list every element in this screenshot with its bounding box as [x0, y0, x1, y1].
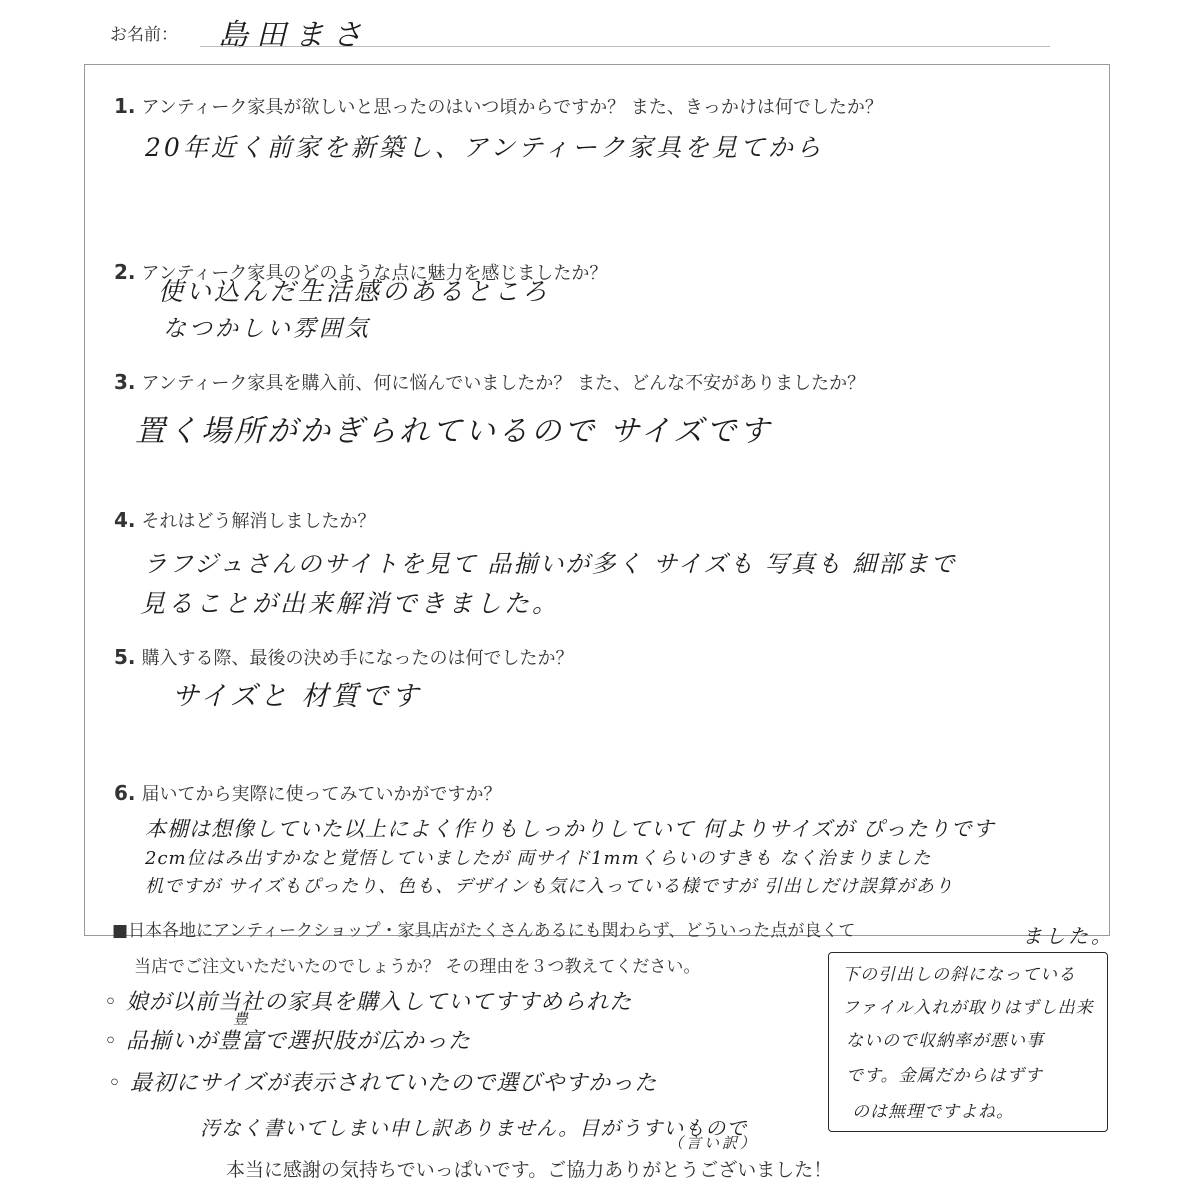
correction-above: 豊 — [233, 1010, 252, 1028]
reason-2: ◦ 品揃いが豊富で選択肢が広かった — [104, 1029, 471, 1054]
side-note-line-4: です。金属だからはずす — [846, 1066, 1043, 1086]
answer-3-line-1: 置く場所がかぎられているので サイズです — [135, 414, 773, 449]
answer-1-line-1: 20年近く前家を新築し、アンティーク家具を見てから — [145, 133, 824, 162]
question-1: 1. アンティーク家具が欲しいと思ったのはいつ頃からですか？ また、きっかけは何でしたか？ — [114, 94, 883, 118]
question-2: 2. アンティーク家具のどのような点に魅力を感じましたか？ — [114, 260, 608, 284]
footer-thanks: 本当に感謝の気持ちでいっぱいです。ご協力ありがとうございました！ — [226, 1159, 833, 1181]
answer-4-line-1: ラフジュさんのサイトを見て 品揃いが多く サイズも 写真も 細部まで — [143, 550, 957, 578]
bullet-icon: ◦ — [104, 1029, 118, 1054]
reason-3: ◦ 最初にサイズが表示されていたので選びやすかった — [108, 1071, 658, 1096]
question-4: 4. それはどう解消しましたか？ — [114, 508, 376, 532]
answer-6-line-1: 本棚は想像していた以上によく作りもしっかりしていて 何よりサイズが ぴったりです — [145, 817, 995, 841]
side-note-line-2: ファイル入れが取りはずし出来 — [842, 998, 1094, 1018]
question-3: 3. アンティーク家具を購入前、何に悩んでいましたか？ また、どんな不安がありましたか？ — [114, 370, 866, 394]
answer-6-line-3: 机ですが サイズもぴったり、色も、デザインも気に入っている様ですが 引出しだけ誤算があり — [145, 876, 954, 897]
apology-note: 汚なく書いてしまい申し訳ありません。目がうすいもので — [200, 1116, 748, 1140]
section7-prompt-line-2: 当店でご注文いただいたのでしょうか？ その理由を３つ教えてください。 — [134, 957, 701, 977]
name-value: 島田まさ — [218, 18, 370, 53]
bullet-icon: ◦ — [108, 1071, 122, 1096]
section7-prompt-line-1: ■日本各地にアンティークショップ・家具店がたくさんあるにも関わらず、どういった点が良くて — [112, 921, 856, 941]
side-note-line-5: のは無理ですよね。 — [852, 1102, 1014, 1122]
answer-6-line-4: ました。 — [1022, 924, 1114, 948]
side-note-line-3: ないので収納率が悪い事 — [846, 1031, 1044, 1051]
side-note-line-1: 下の引出しの斜になっている — [842, 965, 1076, 985]
answer-2-line-2: なつかしい雰囲気 — [163, 316, 371, 342]
question-5: 5. 購入する際、最後の決め手になったのは何でしたか？ — [114, 645, 574, 669]
correction-paren: （言い訳） — [668, 1134, 759, 1152]
reason-1: ◦ 娘が以前当社の家具を購入していてすすめられた — [104, 990, 633, 1015]
answer-4-line-2: 見ることが出来解消できました。 — [140, 589, 561, 618]
name-underline — [200, 46, 1050, 47]
bullet-icon: ◦ — [104, 990, 118, 1015]
answer-5-line-1: サイズと 材質です — [172, 681, 422, 712]
answer-6-line-2: 2cm位はみ出すかなと覚悟していましたが 両サイド1mmくらいのすきも なく治まりました — [145, 848, 932, 869]
answer-2-line-1: 使い込んだ生活感のあるところ — [158, 277, 551, 306]
square-bullet-icon: ■ — [112, 921, 129, 941]
question-6: 6. 届いてから実際に使ってみていかがですか？ — [114, 781, 502, 805]
name-label: お名前： — [110, 25, 178, 45]
